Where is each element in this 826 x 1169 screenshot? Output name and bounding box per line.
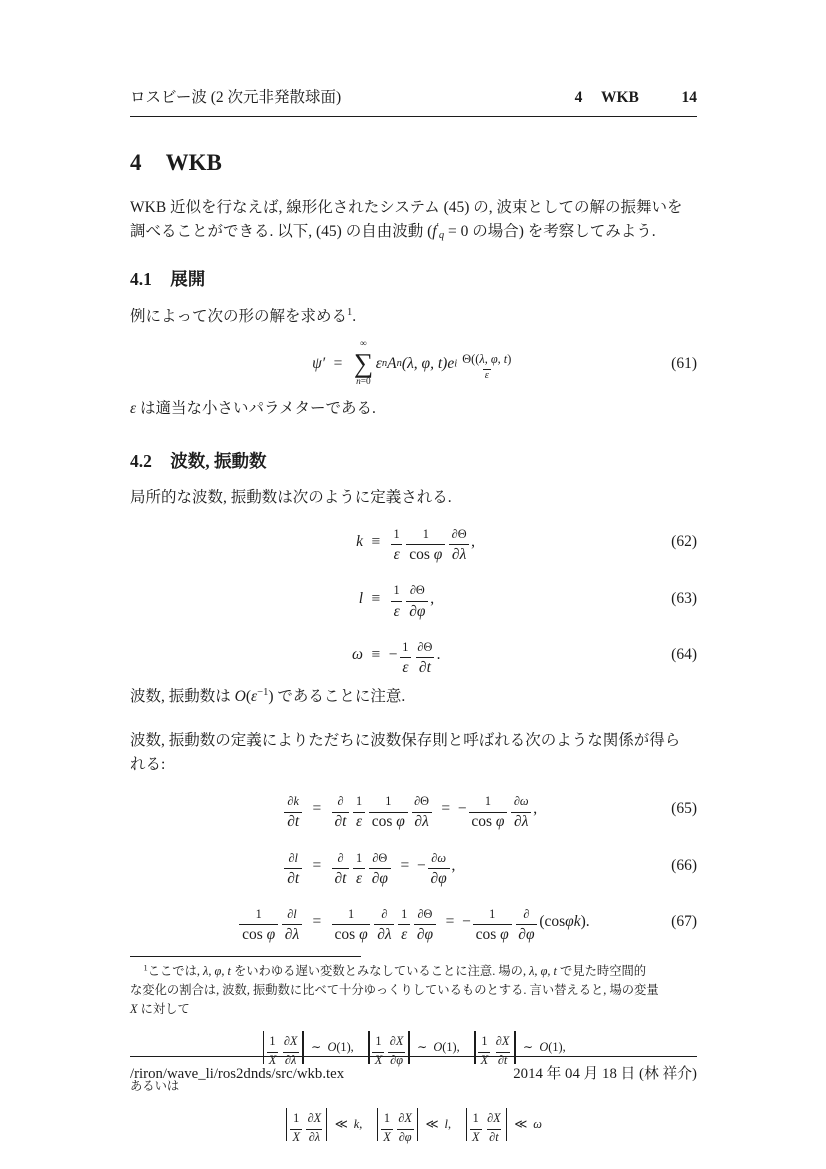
intro-paragraph <box>130 196 697 244</box>
section-4-number: 4 <box>130 150 142 176</box>
footer-date: 2014 年 04 月 18 日 (林 祥介) <box>513 1066 697 1082</box>
footnote-rule <box>130 956 361 957</box>
eq65-lhs: $\frac{\partial k}{\partial t}$ <box>282 787 304 831</box>
eq64-lhs: ω <box>352 645 363 663</box>
intro-line-1: WKB 近似を行なえば, 線形化されたシステム (45) の, 波束としての解の振舞いを <box>130 199 683 217</box>
eq62-rhs: $\frac{1}{\varepsilon}$ $\frac{1}{\text{cos φ}}$ $\frac{\partial\Theta}{\partial\lambda}$ , <box>389 520 475 564</box>
footnote-line-1: $^1$ここでは, λ, φ, t をいわゆる遅い変数とみなしていることに注意. 場の, λ, φ, t で見た時空間的 <box>143 963 647 979</box>
eq67-relation: = <box>312 913 322 931</box>
section-4-title: WKB <box>165 150 222 176</box>
eq63-relation: ≡ <box>371 589 381 607</box>
header-page-number: 14 <box>681 89 697 106</box>
eq61-lhs: ψ′ <box>312 354 326 372</box>
footnote-equation-2: $\frac{1}{X}$ $\frac{\partial X}{\partial\lambda}$ ≪ k , $\frac{1}{X}$ $\frac{\partial X}{\partial\varphi}$ ≪ l , $\frac{1}{X}$ $\frac{\partial X}{\partial t}$ ≪ ω <box>130 1104 697 1144</box>
text-block <box>130 86 697 1154</box>
eq63-rhs: $\frac{1}{\varepsilon}$ $\frac{\partial\Theta}{\partial\varphi}$ , <box>389 576 434 620</box>
footnote-equation-1: $\frac{1}{X}$ $\frac{\partial X}{\partial\lambda}$ ∼ O (1), $\frac{1}{X}$ $\frac{\partial X}{\partial\varphi}$ ∼ O (1), $\frac{1}{X}$ $\frac{\partial X}{\partial t}$ ∼ O (1), <box>130 1027 697 1067</box>
sec42-lead-paragraph: 局所的な波数, 振動数は次のように定義される. <box>130 489 452 507</box>
eq63-lhs: l <box>358 589 363 607</box>
header-running-title: ロスビー波 (2 次元非発散球面) <box>130 89 342 106</box>
eq65-relation: = <box>312 800 322 818</box>
section-4-heading <box>130 150 697 176</box>
header-section-and-page <box>575 86 697 110</box>
eq66-lhs: $\frac{\partial l}{\partial t}$ <box>282 844 304 888</box>
equations-62-64 <box>130 520 697 677</box>
eq61-number: (61) <box>671 354 697 372</box>
sec41-lead-paragraph: 例によって次の形の解を求める$^1$. <box>130 306 357 325</box>
footer-rule <box>130 1056 697 1057</box>
sec41-after-paragraph: ε は適当な小さいパラメターである. <box>130 399 376 417</box>
equations-65-67 <box>130 787 697 944</box>
header-rule <box>130 116 697 117</box>
footnote-mid-text: あるいは <box>130 1078 180 1093</box>
header-section-name: WKB <box>600 89 639 106</box>
eq67-lhs: $\frac{1}{\text{cos φ}}$ $\frac{\partial l}{\partial\lambda}$ <box>237 900 304 944</box>
conservation-paragraph <box>130 729 697 777</box>
eq62-lhs: k <box>356 533 363 551</box>
section-4-1-title: 展開 <box>170 269 206 290</box>
section-4-2-heading <box>130 451 697 471</box>
footnote-line-2: な変化の割合は, 波数, 振動数に比べて十分ゆっくりしているものとする. 言い替えると, 場の変量 <box>130 982 659 997</box>
section-4-2-number: 4.2 <box>130 450 152 471</box>
eq67-rhs: $\frac{1}{\text{cos φ}}$ $\frac{\partial}{\partial\lambda}$ $\frac{1}{\varepsilon}$ $\frac{\partial\Theta}{\partial\varphi}$ = − $\frac{1}{\text{cos φ}}$ $\frac{\partial}{\partial\varphi}$ (cos φk ). <box>330 900 590 944</box>
section-4-1-heading <box>130 269 697 289</box>
eq66-relation: = <box>312 856 322 874</box>
eq61-relation: = <box>333 354 343 372</box>
footnote <box>130 962 697 1145</box>
eq64-number: (64) <box>671 645 697 663</box>
intro-line-2: 調べることができる. 以下, (45) の自由波動 (f′q = 0 の場合) を考察してみよう. <box>130 222 656 242</box>
eq67-number: (67) <box>671 913 697 931</box>
equation-61 <box>130 339 697 389</box>
eq63-number: (63) <box>671 589 697 607</box>
eq64-relation: ≡ <box>371 645 381 663</box>
page-header <box>130 86 697 110</box>
footer-file-path: /riron/wave_li/ros2dnds/src/wkb.tex <box>130 1066 345 1082</box>
page-footer <box>130 1056 697 1086</box>
conservation-line-1: 波数, 振動数の定義によりただちに波数保存則と呼ばれる次のような関係が得ら <box>130 732 681 750</box>
eq66-number: (66) <box>671 856 697 874</box>
eq62-relation: ≡ <box>371 533 381 551</box>
header-section-number: 4 <box>574 89 583 106</box>
footnote-line-3: X に対して <box>130 1001 190 1016</box>
sec42-note-paragraph: 波数, 振動数は $O(\varepsilon^{-1})$ であることに注意. <box>130 687 406 706</box>
eq65-rhs: $\frac{\partial}{\partial t}$ $\frac{1}{\varepsilon}$ $\frac{1}{\text{cos φ}}$ $\frac{\partial\Theta}{\partial\lambda}$ = − $\frac{1}{\text{cos φ}}$ $\frac{\partial\omega}{\partial\lambda}$ , <box>330 787 537 831</box>
eq66-rhs: $\frac{\partial}{\partial t}$ $\frac{1}{\varepsilon}$ $\frac{\partial\Theta}{\partial\varphi}$ = − $\frac{\partial\omega}{\partial\varphi}$ , <box>330 844 456 888</box>
eq62-number: (62) <box>671 533 697 551</box>
eq65-number: (65) <box>671 800 697 818</box>
section-4-1-number: 4.1 <box>130 269 152 290</box>
eq64-rhs: − $\frac{1}{\varepsilon}$ $\frac{\partial\Theta}{\partial t}$ . <box>388 639 441 676</box>
conservation-line-2: れる: <box>130 756 166 774</box>
eq61-rhs: ∞ ∑ n=0 ε n A n (λ, φ, t) e i $\frac{\Theta((\lambda, \varphi, t)}{\varepsilon}$ <box>353 338 512 388</box>
section-4-2-title: 波数, 振動数 <box>170 450 267 471</box>
